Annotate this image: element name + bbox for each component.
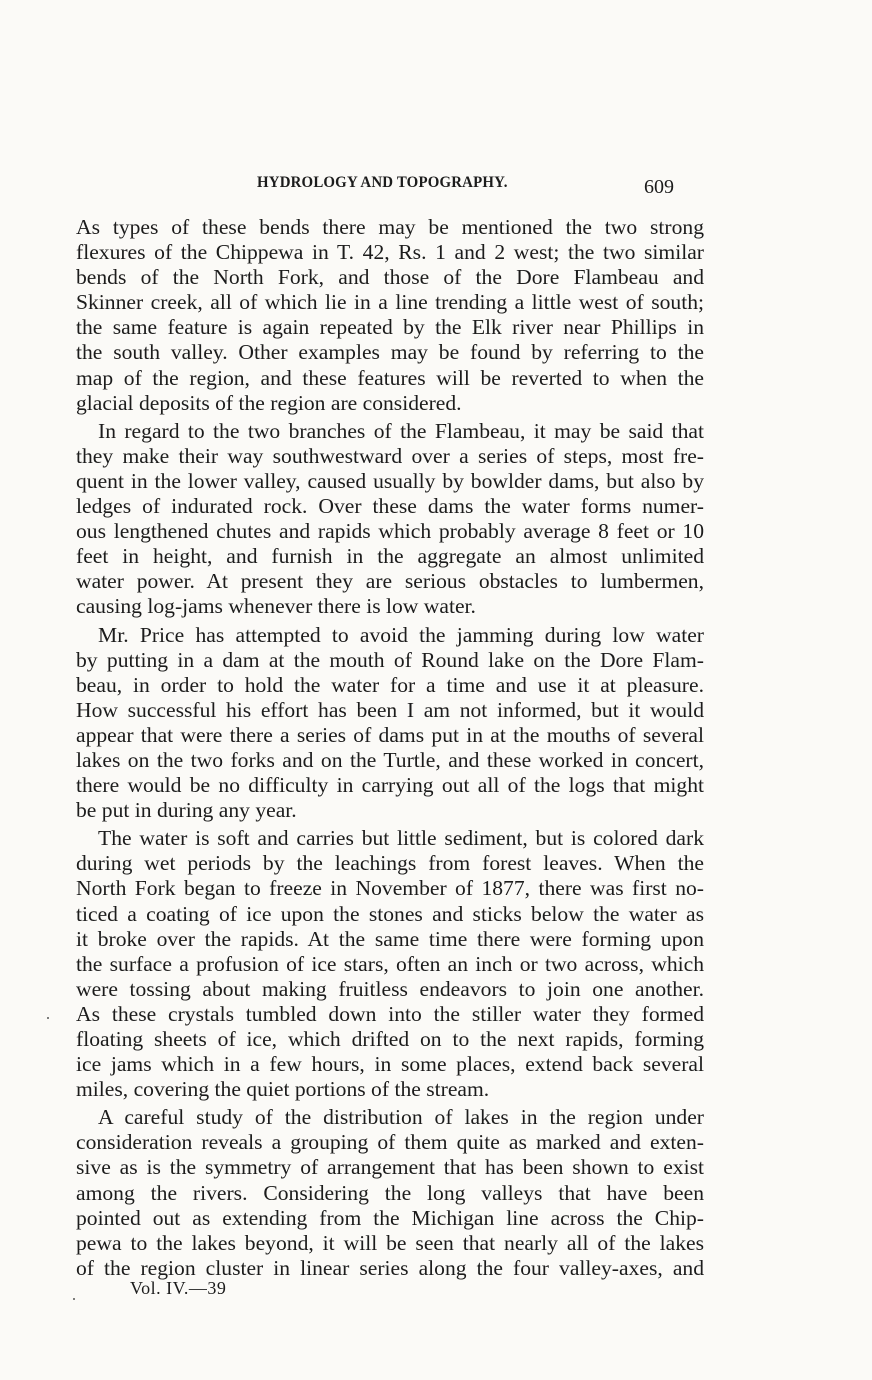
text-line: the same feature is again repeated by the Elk river near Phillips in — [76, 315, 704, 340]
text-line: among the rivers. Considering the long valleys that have been — [76, 1180, 704, 1205]
running-title: HYDROLOGY AND TOPOGRAPHY. — [257, 174, 508, 191]
text-line: there would be no difficulty in carrying out all of the logs that might — [76, 773, 704, 798]
text-line: As these crystals tumbled down into the stiller water they formed — [76, 1001, 704, 1026]
text-line: ticed a coating of ice upon the stones and sticks below the water as — [76, 901, 704, 926]
text-line: ous lengthened chutes and rapids which probably average 8 feet or 10 — [76, 519, 704, 544]
text-line: North Fork began to freeze in November of 1877, there was first no- — [76, 876, 704, 901]
text-line: it broke over the rapids. At the same time there were forming upon — [76, 926, 704, 951]
text-line: How successful his effort has been I am not informed, but it would — [76, 697, 704, 722]
text-line: water power. At present they are serious obstacles to lumbermen, — [76, 569, 704, 594]
text-line: causing log-jams whenever there is low water. — [76, 594, 476, 619]
text-line: Mr. Price has attempted to avoid the jamming during low water — [98, 622, 704, 647]
text-line: Skinner creek, all of which lie in a line trending a little west of south; — [76, 290, 704, 315]
paragraph — [76, 623, 704, 824]
page-number: 609 — [644, 176, 674, 198]
text-line: ice jams which in a few hours, in some places, extend back several — [76, 1052, 704, 1077]
text-line: by putting in a dam at the mouth of Round lake on the Dore Flam- — [76, 647, 704, 672]
text-line: during wet periods by the leachings from forest leaves. When the — [76, 851, 704, 876]
text-line: As types of these bends there may be mentioned the two strong — [76, 215, 704, 239]
paragraph — [76, 215, 704, 416]
text-line: of the region cluster in linear series along the four valley-axes, and — [76, 1255, 704, 1280]
text-line: flexures of the Chippewa in T. 42, Rs. 1 and 2 west; the two similar — [76, 240, 704, 265]
text-line: pewa to the lakes beyond, it will be seen that nearly all of the lakes — [76, 1230, 704, 1255]
paragraph — [76, 419, 704, 620]
text-line: miles, covering the quiet portions of the stream. — [76, 1077, 490, 1102]
text-line: ledges of indurated rock. Over these dams the water forms numer- — [76, 494, 704, 519]
text-line: map of the region, and these features will be reverted to when the — [76, 365, 704, 390]
print-speck — [47, 1017, 49, 1019]
text-line: sive as is the symmetry of arrangement that has been shown to exist — [76, 1155, 704, 1180]
text-line: bends of the North Fork, and those of the Dore Flambeau and — [76, 265, 704, 290]
text-line: floating sheets of ice, which drifted on to the next rapids, forming — [76, 1027, 704, 1051]
text-line: they make their way southwestward over a series of steps, most fre- — [76, 443, 704, 468]
volume-signature: Vol. IV.—39 — [130, 1278, 227, 1298]
text-line: glacial deposits of the region are considered. — [76, 390, 462, 415]
paragraph — [76, 1105, 704, 1281]
text-line: consideration reveals a grouping of them quite as marked and exten- — [76, 1130, 704, 1155]
text-line: feet in height, and furnish in the aggregate an almost unlimited — [76, 544, 704, 569]
text-line: were tossing about making fruitless endeavors to join one another. — [76, 976, 704, 1001]
text-line: appear that were there a series of dams put in at the mouths of several — [76, 722, 704, 747]
text-line: quent in the lower valley, caused usually by bowlder dams, but also by — [76, 468, 704, 493]
text-line: the south valley. Other examples may be found by referring to the — [76, 340, 704, 365]
text-line: lakes on the two forks and on the Turtle, and these worked in concert, — [76, 747, 704, 772]
text-line: A careful study of the distribution of lakes in the region under — [98, 1105, 704, 1130]
body-text — [76, 215, 704, 1281]
text-line: In regard to the two branches of the Flambeau, it may be said that — [98, 418, 704, 443]
print-speck — [73, 1298, 75, 1300]
text-line: The water is soft and carries but little sediment, but is colored dark — [98, 826, 704, 851]
text-line: be put in during any year. — [76, 798, 297, 823]
text-line: beau, in order to hold the water for a time and use it at pleasure. — [76, 672, 704, 697]
paragraph — [76, 826, 704, 1102]
text-line: the surface a profusion of ice stars, often an inch or two across, which — [76, 951, 704, 976]
text-line: pointed out as extending from the Michigan line across the Chip- — [76, 1205, 704, 1230]
